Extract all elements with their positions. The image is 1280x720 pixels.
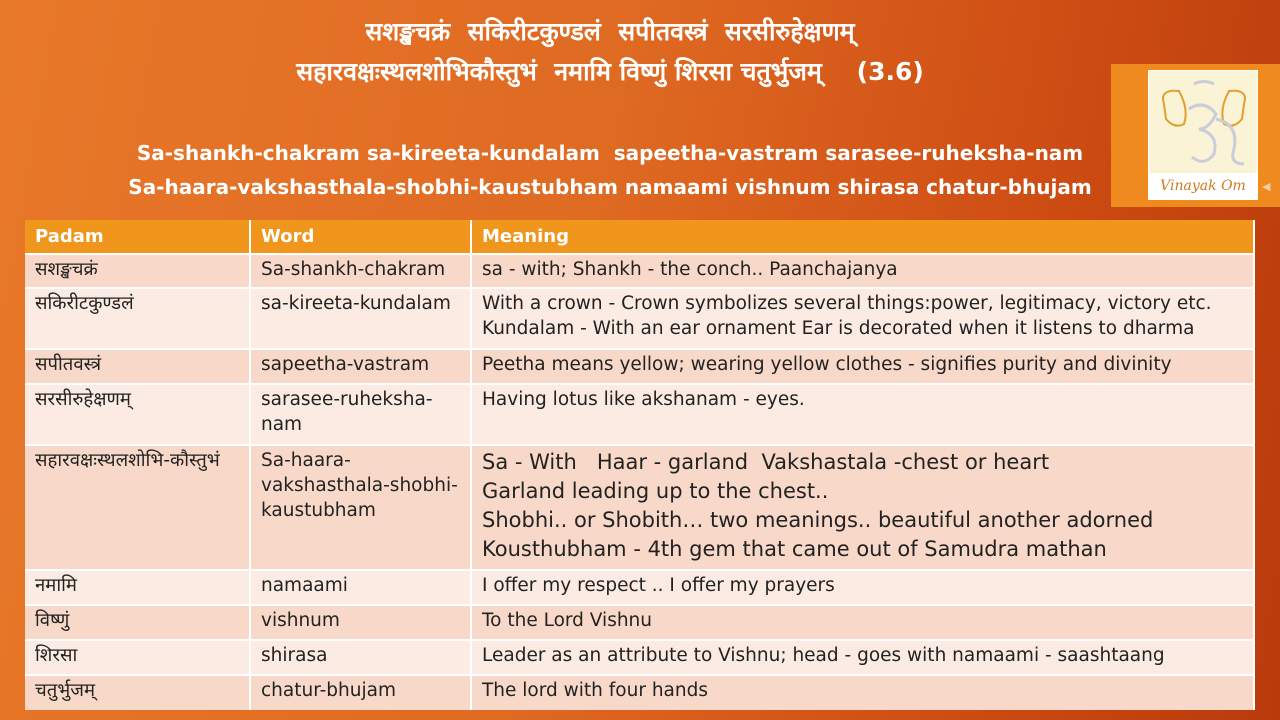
word-cell: Sa-haara-vakshasthala-shobhi-kaustubham [250, 445, 471, 570]
word-cell: Sa-shankh-chakram [250, 254, 471, 288]
word-cell: namaami [250, 570, 471, 605]
meaning-line: Kousthubham - 4th gem that came out of Samudra mathan [482, 537, 1107, 561]
table-header-row [25, 220, 1254, 254]
padam-cell: विष्णुं [25, 605, 250, 640]
meaning-cell [471, 445, 1254, 570]
meaning-line: Having lotus like akshanam - eyes. [482, 389, 805, 410]
verse-transliteration-line-1: Sa-shankh-chakram sa-kireeta-kundalam sapeetha-vastram sarasee-ruheksha-nam [136, 141, 1084, 165]
meaning-cell [471, 349, 1254, 384]
meaning-line: Garland leading up to the chest.. [482, 479, 829, 503]
padam-cell: नमामि [25, 570, 250, 605]
verse-devanagari-line-2: सहारवक्षःस्थलशोभिकौस्तुभं नमामि विष्णुं शिरसा चतुर्भुजम् (3.6) [296, 57, 924, 86]
word-cell: chatur-bhujam [250, 675, 471, 710]
padam-cell: शिरसा [25, 640, 250, 675]
table-row [25, 570, 1254, 605]
meaning-cell [471, 675, 1254, 710]
padam-cell: सहारवक्षःस्थलशोभि-कौस्तुभं [25, 445, 250, 570]
vinayak-om-logo [1111, 64, 1280, 207]
word-cell: shirasa [250, 640, 471, 675]
table-row [25, 675, 1254, 710]
meaning-cell [471, 640, 1254, 675]
ganesha-om-icon [1154, 79, 1254, 174]
table-row [25, 288, 1254, 349]
table-row [25, 605, 1254, 640]
table-row [25, 640, 1254, 675]
word-cell: sarasee-ruheksha-nam [250, 384, 471, 445]
word-cell: sa-kireeta-kundalam [250, 288, 471, 349]
meaning-line: Shobhi.. or Shobith… two meanings.. beautiful another adorned [482, 508, 1154, 532]
header-word: Word [250, 220, 471, 254]
word-cell: vishnum [250, 605, 471, 640]
meaning-line: sa - with; Shankh - the conch.. Paanchajanya [482, 259, 898, 280]
table-row [25, 445, 1254, 570]
word-cell: sapeetha-vastram [250, 349, 471, 384]
meaning-line: To the Lord Vishnu [482, 610, 653, 631]
meaning-line: I offer my respect .. I offer my prayers [482, 575, 835, 596]
meaning-cell [471, 384, 1254, 445]
padam-cell: सकिरीटकुण्डलं [25, 288, 250, 349]
table-row [25, 349, 1254, 384]
verse-devanagari-line-1: सशङ्खचक्रं सकिरीटकुण्डलं सपीतवस्त्रं सरसीरुहेक्षणम् [365, 17, 855, 46]
padam-table [25, 220, 1255, 710]
meaning-line: Sa - With Haar - garland Vakshastala -chest or heart [482, 450, 1050, 474]
speaker-icon[interactable]: ◀ [1262, 180, 1271, 193]
logo-brand-text: Vinayak Om [1149, 173, 1257, 199]
padam-cell: चतुर्भुजम् [25, 675, 250, 710]
table-row [25, 384, 1254, 445]
header-meaning: Meaning [471, 220, 1254, 254]
table-row [25, 254, 1254, 288]
padam-cell: सरसीरुहेक्षणम् [25, 384, 250, 445]
meaning-line: Peetha means yellow; wearing yellow clothes - signifies purity and divinity [482, 354, 1172, 375]
header-padam: Padam [25, 220, 250, 254]
verse-transliteration-line-2: Sa-haara-vakshasthala-shobhi-kaustubham namaami vishnum shirasa chatur-bhujam [128, 175, 1092, 199]
padam-cell: सपीतवस्त्रं [25, 349, 250, 384]
meaning-cell [471, 605, 1254, 640]
meaning-cell [471, 254, 1254, 288]
meaning-line: Leader as an attribute to Vishnu; head - goes with namaami - saashtaang [482, 645, 1165, 666]
meaning-cell [471, 288, 1254, 349]
meaning-line: With a crown - Crown symbolizes several things:power, legitimacy, victory etc. [482, 293, 1212, 314]
meaning-cell [471, 570, 1254, 605]
meaning-line: Kundalam - With an ear ornament Ear is decorated when it listens to dharma [482, 318, 1195, 339]
padam-cell: सशङ्खचक्रं [25, 254, 250, 288]
meaning-line: The lord with four hands [482, 680, 708, 701]
